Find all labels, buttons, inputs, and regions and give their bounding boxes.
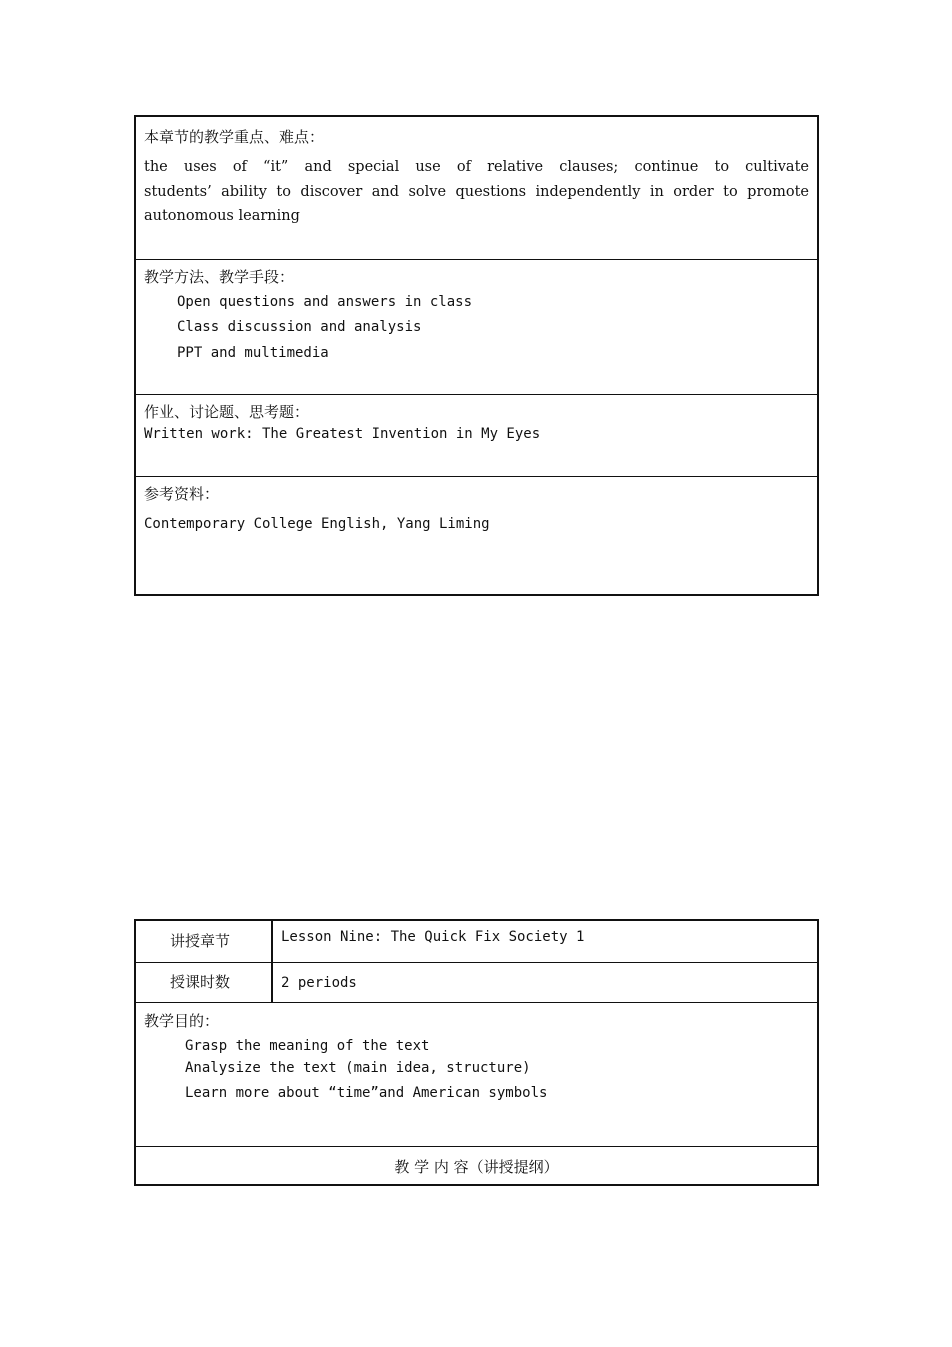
- hours-label: 授课时数: [170, 973, 231, 991]
- references-section: [136, 476, 817, 594]
- homework-heading: 作业、讨论题、思考题：: [144, 403, 310, 421]
- lesson-plan-table-2: [134, 919, 819, 1186]
- methods-item: Open questions and answers in class: [177, 294, 473, 310]
- lesson-plan-table-1: [134, 115, 819, 596]
- chapter-label: 讲授章节: [170, 932, 231, 950]
- key-points-line-1: the uses of “it” and special use of relative clauses; continue to cultivate: [144, 159, 809, 175]
- objectives-section: [136, 1002, 817, 1146]
- references-heading: 参考资料：: [144, 485, 220, 503]
- column-divider: [271, 963, 273, 1003]
- key-points-heading: 本章节的教学重点、难点：: [144, 128, 325, 146]
- hours-value: 2 periods: [281, 975, 357, 991]
- objectives-item: Learn more about “time”and American symbols: [185, 1085, 548, 1101]
- objectives-heading: 教学目的：: [144, 1012, 220, 1030]
- objectives-item: Analysize the text (main idea, structure): [185, 1060, 531, 1076]
- content-heading: 教 学 内 容（讲授提纲）: [394, 1158, 559, 1176]
- chapter-row: [136, 921, 817, 962]
- key-points-line-3: autonomous learning: [144, 208, 300, 224]
- homework-section: [136, 394, 817, 476]
- methods-section: [136, 259, 817, 394]
- objectives-item: Grasp the meaning of the text: [185, 1038, 430, 1054]
- references-text: Contemporary College English, Yang Liming: [144, 516, 490, 532]
- key-points-section: [136, 117, 817, 259]
- column-divider: [271, 921, 273, 962]
- methods-heading: 教学方法、教学手段：: [144, 268, 295, 286]
- key-points-line-2: students’ ability to discover and solve questions independently in order to promote: [144, 184, 809, 200]
- hours-row: [136, 962, 817, 1002]
- homework-text: Written work: The Greatest Invention in My Eyes: [144, 426, 541, 442]
- chapter-value: Lesson Nine: The Quick Fix Society 1: [281, 929, 585, 945]
- methods-item: Class discussion and analysis: [177, 319, 422, 335]
- content-heading-row: [136, 1146, 817, 1184]
- methods-item: PPT and multimedia: [177, 345, 329, 361]
